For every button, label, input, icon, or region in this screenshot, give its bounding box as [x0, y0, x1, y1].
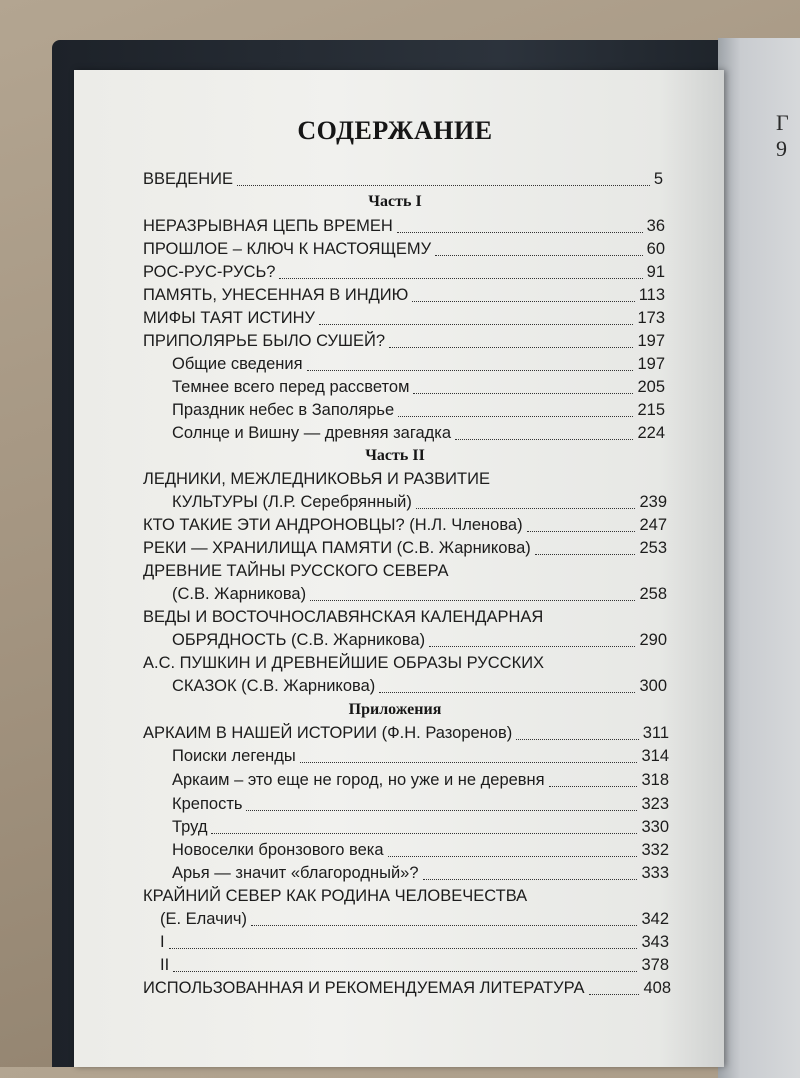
toc-row	[172, 818, 669, 837]
toc-label: РОС-РУС-РУСЬ?	[143, 263, 276, 281]
toc-label: Арья — значит «благородный»?	[172, 864, 419, 882]
toc-leader	[388, 856, 638, 857]
toc-leader	[319, 324, 633, 325]
toc-leader	[169, 948, 638, 949]
toc-leader	[416, 508, 636, 509]
toc-page: 205	[637, 378, 665, 396]
toc-page: 36	[646, 217, 665, 235]
toc-label: ОБРЯДНОСТЬ (С.В. Жарникова)	[172, 631, 426, 649]
toc-label: КТО ТАКИЕ ЭТИ АНДРОНОВЦЫ? (Н.Л. Членова)	[143, 516, 523, 534]
toc-page: 247	[639, 516, 667, 534]
toc-leader	[251, 925, 637, 926]
toc-leader	[455, 439, 633, 440]
toc-label: ИСПОЛЬЗОВАННАЯ И РЕКОМЕНДУЕМАЯ ЛИТЕРАТУРА	[143, 979, 585, 997]
toc-label: Новоселки бронзового века	[172, 841, 384, 859]
toc-page: 342	[641, 910, 669, 928]
toc-row	[172, 795, 669, 814]
toc-leader	[310, 600, 635, 601]
toc-page: 197	[637, 355, 665, 373]
toc-label: Крепость	[172, 795, 243, 813]
toc-row	[160, 933, 669, 952]
toc-page: 323	[641, 795, 669, 813]
toc-label-line1: ЛЕДНИКИ, МЕЖЛЕДНИКОВЬЯ И РАЗВИТИЕ	[143, 470, 490, 488]
toc-page: 253	[639, 539, 667, 557]
toc-leader	[589, 994, 640, 995]
toc-leader	[423, 879, 638, 880]
toc-label: Солнце и Вишну — древняя загадка	[172, 424, 452, 442]
toc-label: НЕРАЗРЫВНАЯ ЦЕПЬ ВРЕМЕН	[143, 217, 393, 235]
toc-row	[143, 286, 665, 305]
toc-row	[143, 724, 669, 743]
toc-row	[143, 263, 665, 282]
toc-leader	[412, 301, 634, 302]
toc-page: 343	[641, 933, 669, 951]
toc-page: 113	[638, 286, 665, 304]
toc-row	[172, 864, 669, 883]
toc-row	[172, 424, 665, 443]
toc-leader	[413, 393, 633, 394]
toc-page: 408	[643, 979, 671, 997]
toc-leader	[527, 531, 636, 532]
toc-label: ПРОШЛОЕ – КЛЮЧ К НАСТОЯЩЕМУ	[143, 240, 432, 258]
part-2-heading: Часть II	[365, 447, 425, 464]
toc-page: 224	[637, 424, 665, 442]
toc-leader	[237, 185, 650, 186]
toc-row	[160, 956, 669, 975]
toc-row	[172, 355, 665, 374]
part-1-heading: Часть I	[368, 193, 422, 210]
toc-page: 314	[641, 747, 669, 765]
toc-row	[143, 539, 667, 558]
toc-row	[143, 309, 665, 328]
toc-label-line1: ДРЕВНИЕ ТАЙНЫ РУССКОГО СЕВЕРА	[143, 562, 449, 580]
toc-label: Труд	[172, 818, 208, 836]
toc-page: 300	[639, 677, 667, 695]
toc-leader	[246, 810, 637, 811]
toc-row	[172, 401, 665, 420]
toc-row	[143, 979, 671, 998]
toc-row	[172, 747, 669, 766]
toc-row	[172, 378, 665, 397]
toc-label: ПАМЯТЬ, УНЕСЕННАЯ В ИНДИЮ	[143, 286, 409, 304]
toc-label: КУЛЬТУРЫ (Л.Р. Серебрянный)	[172, 493, 412, 511]
toc-row	[172, 841, 669, 860]
toc-label: РЕКИ — ХРАНИЛИЩА ПАМЯТИ (С.В. Жарникова)	[143, 539, 531, 557]
toc-row	[143, 217, 665, 236]
toc-label: ПРИПОЛЯРЬЕ БЫЛО СУШЕЙ?	[143, 332, 386, 350]
toc-row	[172, 493, 667, 512]
toc-leader	[300, 762, 638, 763]
toc-leader	[549, 786, 638, 787]
toc-label: Темнее всего перед рассветом	[172, 378, 410, 396]
toc-page: 290	[639, 631, 667, 649]
toc-row	[160, 910, 669, 929]
toc-page: 215	[637, 401, 665, 419]
toc-label: СКАЗОК (С.В. Жарникова)	[172, 677, 376, 695]
toc-label-line1: КРАЙНИЙ СЕВЕР КАК РОДИНА ЧЕЛОВЕЧЕСТВА	[143, 887, 528, 905]
toc-row	[143, 240, 665, 259]
toc-label: АРКАИМ В НАШЕЙ ИСТОРИИ (Ф.Н. Разоренов)	[143, 724, 513, 742]
toc-row-intro	[143, 170, 663, 189]
toc-leader	[389, 347, 633, 348]
toc-label: Поиски легенды	[172, 747, 296, 765]
toc-leader	[535, 554, 636, 555]
toc-label: I	[160, 933, 165, 951]
toc-row	[143, 516, 667, 535]
toc-label: Общие сведения	[172, 355, 303, 373]
toc-leader	[279, 278, 642, 279]
toc-leader	[173, 971, 637, 972]
toc-page: 5	[653, 170, 663, 188]
toc-page: 197	[637, 332, 665, 350]
toc-page: 239	[639, 493, 667, 511]
appendix-heading: Приложения	[348, 701, 442, 718]
toc-page: 333	[641, 864, 669, 882]
toc-leader	[435, 255, 642, 256]
toc-label: Аркаим – это еще не город, но уже и не деревня	[172, 771, 545, 789]
toc-label: (С.В. Жарникова)	[172, 585, 307, 603]
toc-page: 332	[641, 841, 669, 859]
toc-page: 91	[646, 263, 665, 281]
toc-row	[172, 771, 669, 790]
toc-leader	[516, 739, 638, 740]
toc-row	[172, 585, 667, 604]
toc-label: Праздник небес в Заполярье	[172, 401, 395, 419]
right-page-text: Г 9	[776, 110, 789, 161]
toc-label-line1: А.С. ПУШКИН И ДРЕВНЕЙШИЕ ОБРАЗЫ РУССКИХ	[143, 654, 545, 672]
toc-leader	[429, 646, 635, 647]
toc-page: 318	[641, 771, 669, 789]
toc-leader	[211, 833, 637, 834]
toc-page: 311	[642, 724, 669, 742]
toc-label: ВВЕДЕНИЕ	[143, 170, 233, 188]
toc-label: (Е. Елачич)	[160, 910, 248, 928]
toc-row	[143, 332, 665, 351]
toc-page: 173	[637, 309, 665, 327]
toc-leader	[398, 416, 633, 417]
toc-row	[172, 677, 667, 696]
toc-leader	[379, 692, 635, 693]
toc-leader	[307, 370, 634, 371]
page-title: СОДЕРЖАНИЕ	[297, 116, 493, 145]
toc-page: 60	[646, 240, 665, 258]
toc-page: 378	[641, 956, 669, 974]
toc-page: 258	[639, 585, 667, 603]
toc-row	[172, 631, 667, 650]
toc-label-line1: ВЕДЫ И ВОСТОЧНОСЛАВЯНСКАЯ КАЛЕНДАРНАЯ	[143, 608, 544, 626]
toc-label: МИФЫ ТАЯТ ИСТИНУ	[143, 309, 316, 327]
toc-page: 330	[641, 818, 669, 836]
toc-label: II	[160, 956, 170, 974]
toc-leader	[397, 232, 643, 233]
